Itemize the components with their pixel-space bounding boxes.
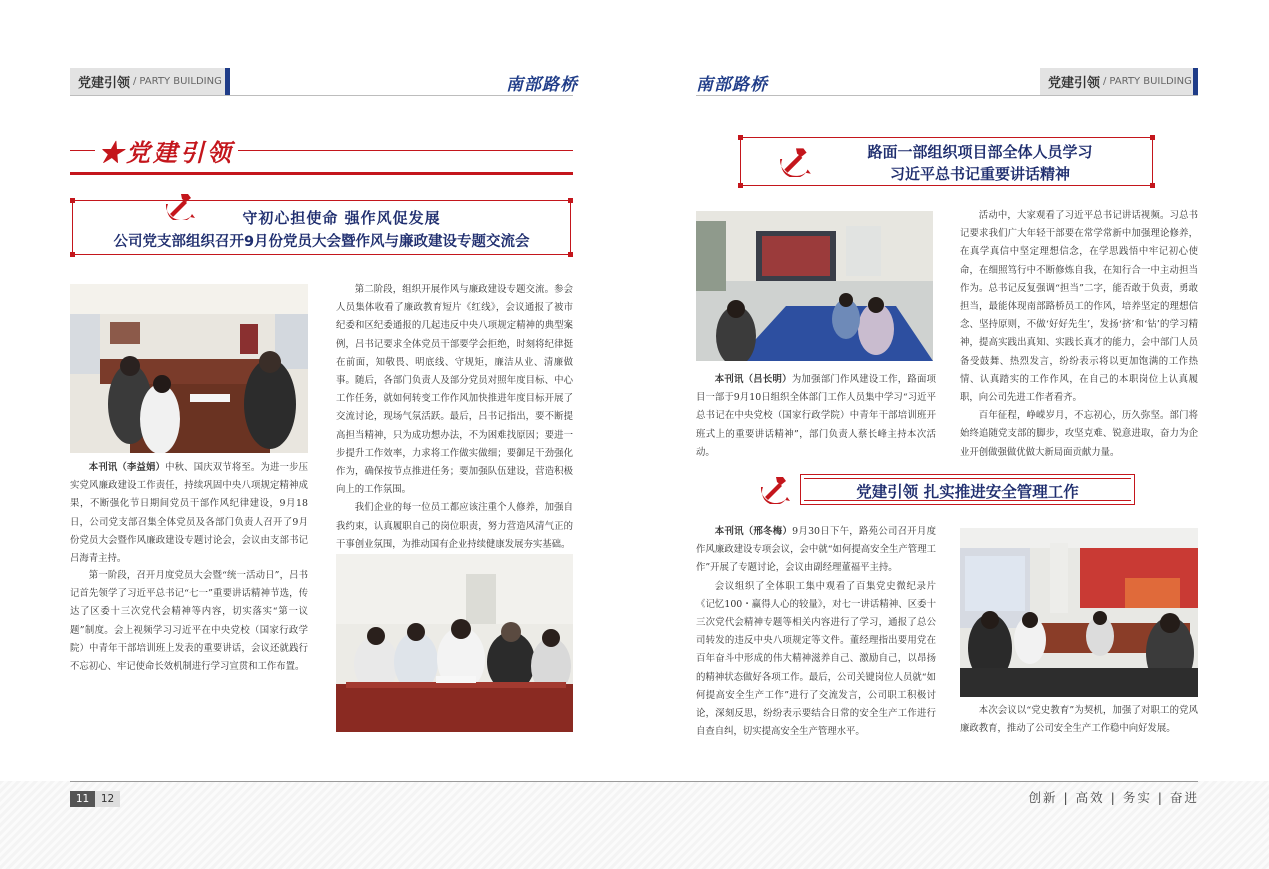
footer-rule — [70, 781, 1198, 782]
article-right-2-body — [696, 523, 936, 741]
header-tab-separator: / — [1103, 76, 1107, 87]
article-left-lead — [70, 459, 308, 568]
brand-logo-right: 南部路桥 — [696, 75, 768, 95]
header-rule-right — [696, 95, 1198, 96]
headline-left-line2: 公司党支部组织召开9月份党员大会暨作风与廉政建设专题交流会 — [113, 234, 530, 250]
brand-logo-left: 南部路桥 — [506, 75, 578, 95]
article-right-1-centenary: 百年征程，峥嵘岁月，不忘初心，历久弥坚。部门将始终追随党支部的脚步，攻坚克难、锐意进取，奋力为企业开创做强做优做大新局面贡献力量。 — [960, 410, 1198, 458]
article-right-2-para: 会议组织了全体职工集中观看了百集党史微纪录片《记忆100・赢得人心的较量》，对七一讲话精神、区委十三次党代会精神专题等相关内容进行了学习，通报了总公司转发的违反中央八项规定等文件。董经理指出要用党在百年奋斗中形成的伟大精神滋养自己、激励自己，以昂扬的精神状态做好各项工作。最后，公司关键岗位人员就“如何提高安全生产工作”进行了交流发言，公司职工积极讨论，深刻反思，纷纷表示要结合日常的安全生产工作进行自查自纠，切实提高安全生产管理水平。 — [696, 580, 936, 738]
headline-right-2: 党建引领 扎实推进安全管理工作 — [856, 483, 1079, 501]
article-left-stage1: 第一阶段，召开月度党员大会暨“统一活动日”，吕书记首先领学了习近平总书记“七一”重要讲话精神节选，传达了区委十三次党代会精神等内容，切实落实“第一议题”制度。会上视频学习习近平在中央党校（国家行政学院）中青年干部培训班上发表的重要讲话，会议还就践行不忘初心、牢记使命长效机制进行学习宣贯和工作布置。 — [70, 570, 308, 673]
header-tab-left — [70, 68, 230, 95]
safety-meeting-photo — [960, 528, 1198, 697]
party-emblem-icon — [759, 472, 793, 504]
header-tab-title: 党建引领 — [1048, 76, 1101, 91]
page-number-right: 12 — [95, 791, 120, 807]
meeting-photo-2 — [336, 554, 573, 732]
header-tab-title: 党建引领 — [78, 76, 131, 91]
header-tab-subtitle: PARTY BUILDING — [139, 76, 222, 87]
article-right-2-lead-text: 9月30日下午，路苑公司召开月度作风廉政建设专项会议，会中就“如何提高安全生产管理工作”开展了专题讨论，会议由副经理董福平主持。 — [696, 526, 936, 574]
star-icon: ★ — [99, 138, 126, 167]
article-left-col1 — [70, 567, 308, 676]
headline-right-1-line2: 习近平总书记重要讲话精神 — [889, 165, 1070, 183]
article-left-lead-text: 中秋、国庆双节将至。为进一步压实党风廉政建设工作责任，持续巩固中央八项规定精神成果，不断强化节日期间党员干部作风纪律建设，9月18日，公司党支部召集全体党员及各部门负责人召开了9月份党员大会暨作风廉政建设专题讨论会，会议由支部书记吕海青主持。 — [70, 462, 308, 565]
article-right-2-caption-text: 本次会议以“党史教育”为契机，加强了对职工的党风廉政教育，推动了公司安全生产工作稳中向好发展。 — [960, 705, 1198, 735]
header-tab-separator: / — [133, 76, 137, 87]
article-right-1-body — [960, 207, 1198, 462]
article-left-stage2: 第二阶段，组织开展作风与廉政建设专题交流。参会人员集体收看了廉政教育短片《红线》，会议通报了被市纪委和区纪委通报的几起违反中央八项规定精神的典型案例，吕书记要求全体党员干部要学会拒绝，时刻将纪律挺在前面，知敬畏、明底线、守规矩，廉洁从业、清廉做事。随后，各部门负责人及部分党员对照年度目标、中心工作任务，就如何转变工作作风加快推进年度目标开展了交流讨论，现场气氛活跃。最后，吕书记指出，要不断提高担当精神，只为成功想办法，不为困难找原因；要进一步提升工作效率，力求将工作做实做细；要御足干劲强化作为，确保按节点推进任务；要加强队伍建设，营造积极向上的工作氛围。 — [336, 284, 573, 496]
article-left-closing: 我们企业的每一位员工都应该注重个人修养，加强自我约束，认真履职自己的岗位职责，努力营造风清气正的干事创业氛围，为推动国有企业持续健康发展夯实基础。 — [336, 502, 573, 550]
study-session-photo — [696, 211, 933, 361]
header-tab-right — [1040, 68, 1198, 95]
section-title — [95, 133, 238, 168]
article-right-1-lead — [696, 371, 936, 462]
header-rule-left — [70, 95, 573, 96]
header-tab-subtitle: PARTY BUILDING — [1109, 76, 1192, 87]
headline-right-1-line1: 路面一部组织项目部全体人员学习 — [867, 143, 1093, 161]
party-emblem-icon — [778, 143, 814, 177]
page-number-left: 11 — [70, 791, 95, 807]
article-right-1-lead-text: 为加强部门作风建设工作，路面项目一部于9月10日组织全体部门工作人员集中学习“习近平总书记在中央党校（国家行政学院）中青年干部培训班开班式上的重要讲话精神”，部门负责人蔡长峰主持本次活动。 — [696, 374, 936, 458]
article-left-col2 — [336, 281, 573, 554]
article-right-2-caption — [960, 702, 1198, 738]
article-right-1-author: 本刊讯（吕长明） — [714, 374, 792, 385]
section-title-text: 党建引领 — [126, 138, 234, 167]
meeting-photo-1 — [70, 284, 308, 453]
footer-slogan: 创新 | 高效 | 务实 | 奋进 — [1028, 790, 1199, 805]
article-left-author: 本刊讯（李益娟） — [88, 462, 166, 473]
section-rule-thick — [70, 172, 573, 175]
article-right-1-activity: 活动中，大家观看了习近平总书记讲话视频。习总书记要求我们广大年轻干部要在常学常新中加强理论修养，在真学真信中坚定理想信念，在学思践悟中牢记初心使命，在细照笃行中不断修炼自我，在知行合一中主动担当作为。总书记反复强调“担当”二字，能否敢于负责，勇敢担当，最能体现南部路桥员工的作风，培养坚定的理想信念、坚持原则，不做‘好好先生’，发扬‘挤’和‘钻’的学习精神，提高实践出真知、实践长真才的能力，会中部门人员备受鼓舞、热烈发言，纷纷表示将以更加饱满的工作热情、认真踏实的工作作风，在自己的本职岗位上认真履职，向公司先进工作者看齐。 — [960, 210, 1198, 404]
headline-left-line1: 守初心担使命 强作风促发展 — [242, 209, 441, 227]
article-right-2-author: 本刊讯（邢冬梅） — [714, 526, 793, 537]
